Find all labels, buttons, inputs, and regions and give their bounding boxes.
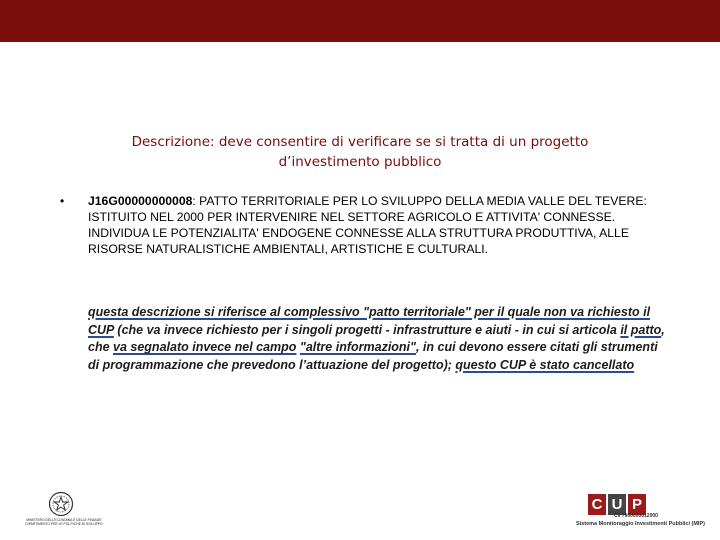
- ministry-name: [8, 518, 120, 526]
- ministry-line-1: MINISTERO DELL'ECONOMIA E DELLE FINANZE: [26, 518, 102, 522]
- note-part-2: (che va invece richiesto per i singoli progetti - infrastrutture e aiuti - in cui si articola: [113, 322, 621, 337]
- note-part-8: , in cui devono essere citati gli strumenti di programmazione che prevedono l’attuazione del progetto);: [88, 340, 658, 372]
- italian-republic-emblem-icon: [48, 491, 74, 517]
- note-part-3: il patto: [620, 322, 662, 337]
- heading-line-1: Descrizione: deve consentire di verificare se si tratta di un progetto: [131, 134, 589, 150]
- top-color-band: [0, 0, 720, 42]
- slide-heading: [60, 132, 660, 172]
- note-part-4: , che: [88, 322, 665, 355]
- bullet-item: [60, 193, 660, 257]
- cup-letter-c: C: [588, 494, 606, 515]
- heading-line-2: d’investimento pubblico: [278, 154, 442, 170]
- ministry-line-2: DIPARTIMENTO PER LE POLITICHE DI SVILUPPO: [25, 522, 103, 526]
- cup-letter-p: P: [628, 494, 646, 515]
- note-part-1: questa descrizione si riferisce al complessivo "patto territoriale" per il quale non va richiesto il CUP: [88, 305, 651, 337]
- cup-logo-code: Cil 7900000012000: [614, 513, 658, 519]
- project-description: : PATTO TERRITORIALE PER LO SVILUPPO DELLA MEDIA VALLE DEL TEVERE: ISTITUITO NEL 2000 PER INTERVENIRE NEL SETTORE AGRICOLO E ATTIVITA' CONNESSE. INDIVIDUA LE POTENZIALITA' ENDOGENE CONNESSE ALLA STRUTTURA PRODUTTIVA, ALLE RISORSE NATURALISTICHE AMBIENTALI, ARTISTICHE E CULTURALI.: [88, 194, 647, 257]
- cup-logo-caption: Sistema Monitoraggio Investimenti Pubblici (MIP): [576, 521, 705, 527]
- cup-letter-u: U: [608, 494, 626, 515]
- cup-code-text: J16G00000000008: [88, 194, 193, 208]
- note-paragraph: [88, 304, 668, 374]
- note-part-9: questo CUP è stato cancellato: [455, 357, 635, 372]
- bullet-text: [88, 193, 660, 257]
- bullet-marker: •: [60, 194, 65, 208]
- ministry-logo: [8, 491, 120, 531]
- note-part-5: va segnalato invece nel campo: [113, 340, 297, 355]
- cup-logo: [588, 494, 668, 515]
- note-part-7: "altre informazioni": [299, 340, 416, 355]
